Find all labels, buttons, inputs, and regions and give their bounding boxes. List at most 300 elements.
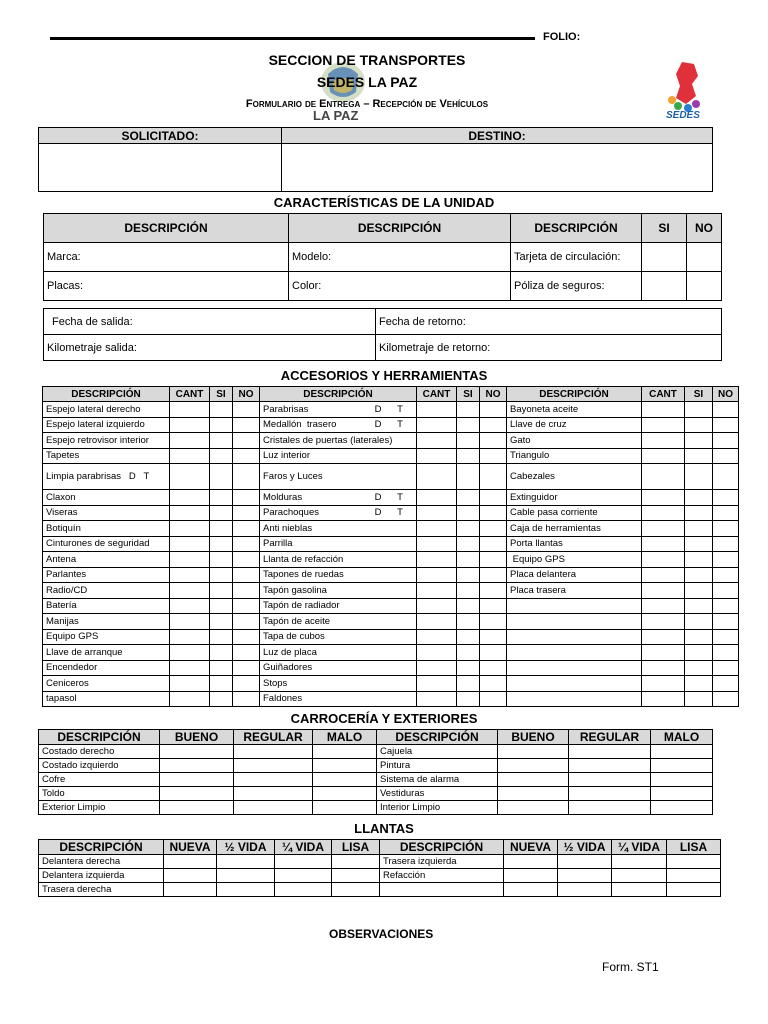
llantas-header: LISA <box>332 840 380 855</box>
acc-check-cell[interactable] <box>642 598 685 614</box>
accesorios-table <box>42 386 739 707</box>
acc-header: DESCRIPCIÓN <box>43 387 170 402</box>
acc-check-cell[interactable] <box>210 660 233 676</box>
acc-item-label: Espejo retrovisor interior <box>43 433 170 449</box>
unit-header: DESCRIPCIÓN <box>511 214 642 243</box>
acc-check-cell[interactable] <box>480 490 507 506</box>
acc-check-cell[interactable] <box>713 552 739 568</box>
acc-check-cell[interactable] <box>170 417 210 433</box>
acc-check-cell[interactable] <box>642 676 685 692</box>
carr-item-label: Sistema de alarma <box>377 773 498 787</box>
llanta-check-cell[interactable] <box>504 855 558 869</box>
acc-check-cell[interactable] <box>685 629 713 645</box>
carroceria-section-title: CARROCERÍA Y EXTERIORES <box>290 711 478 726</box>
acc-check-cell[interactable] <box>417 464 457 490</box>
acc-check-cell[interactable] <box>210 583 233 599</box>
llantas-header: LISA <box>667 840 721 855</box>
acc-check-cell[interactable] <box>210 505 233 521</box>
acc-check-cell[interactable] <box>210 448 233 464</box>
acc-check-cell[interactable] <box>233 536 260 552</box>
acc-item-label: Faros y Luces <box>260 464 417 490</box>
acc-check-cell[interactable] <box>480 417 507 433</box>
acc-check-cell[interactable] <box>417 521 457 537</box>
llanta-check-cell[interactable] <box>275 855 332 869</box>
llanta-check-cell[interactable] <box>558 869 612 883</box>
acc-check-cell[interactable] <box>713 417 739 433</box>
acc-check-cell[interactable] <box>642 552 685 568</box>
carr-check-cell[interactable] <box>569 745 651 759</box>
carr-check-cell[interactable] <box>234 745 313 759</box>
acc-check-cell[interactable] <box>642 536 685 552</box>
acc-check-cell[interactable] <box>642 433 685 449</box>
acc-check-cell[interactable] <box>210 567 233 583</box>
acc-check-cell[interactable] <box>480 629 507 645</box>
acc-check-cell[interactable] <box>457 614 480 630</box>
acc-check-cell[interactable] <box>685 521 713 537</box>
carr-check-cell[interactable] <box>160 773 234 787</box>
acc-check-cell[interactable] <box>713 614 739 630</box>
acc-check-cell[interactable] <box>480 645 507 661</box>
acc-check-cell[interactable] <box>457 448 480 464</box>
llanta-check-cell[interactable] <box>332 883 380 897</box>
tarjeta-si-cell[interactable] <box>642 243 687 272</box>
acc-check-cell[interactable] <box>713 521 739 537</box>
placas-field[interactable]: Placas: <box>44 272 289 301</box>
carr-check-cell[interactable] <box>651 773 713 787</box>
acc-check-cell[interactable] <box>713 567 739 583</box>
carr-check-cell[interactable] <box>651 745 713 759</box>
acc-check-cell[interactable] <box>457 645 480 661</box>
page-title-line2: SEDES LA PAZ <box>316 74 418 90</box>
acc-check-cell[interactable] <box>642 505 685 521</box>
carr-check-cell[interactable] <box>498 801 569 815</box>
acc-check-cell[interactable] <box>480 448 507 464</box>
llanta-check-cell[interactable] <box>612 855 667 869</box>
acc-check-cell[interactable] <box>170 645 210 661</box>
acc-check-cell[interactable] <box>233 660 260 676</box>
acc-check-cell[interactable] <box>170 583 210 599</box>
acc-check-cell[interactable] <box>457 490 480 506</box>
acc-check-cell[interactable] <box>480 598 507 614</box>
acc-check-cell[interactable] <box>233 583 260 599</box>
llanta-check-cell[interactable] <box>217 883 275 897</box>
acc-check-cell[interactable] <box>417 598 457 614</box>
acc-check-cell[interactable] <box>713 583 739 599</box>
acc-check-cell[interactable] <box>713 629 739 645</box>
llanta-check-cell[interactable] <box>332 869 380 883</box>
table-row <box>43 660 739 676</box>
acc-check-cell[interactable] <box>457 433 480 449</box>
acc-check-cell[interactable] <box>480 505 507 521</box>
poliza-si-cell[interactable] <box>642 272 687 301</box>
acc-check-cell[interactable] <box>170 567 210 583</box>
acc-check-cell[interactable] <box>170 490 210 506</box>
acc-check-cell[interactable] <box>233 614 260 630</box>
acc-check-cell[interactable] <box>233 448 260 464</box>
carr-check-cell[interactable] <box>498 787 569 801</box>
acc-check-cell[interactable] <box>685 552 713 568</box>
acc-check-cell[interactable] <box>642 521 685 537</box>
acc-check-cell[interactable] <box>417 645 457 661</box>
acc-check-cell[interactable] <box>170 448 210 464</box>
acc-check-cell[interactable] <box>210 691 233 707</box>
acc-check-cell[interactable] <box>417 629 457 645</box>
km-salida-field[interactable]: Kilometraje salida: <box>44 335 376 361</box>
acc-check-cell[interactable] <box>170 464 210 490</box>
km-retorno-field[interactable]: Kilometraje de retorno: <box>376 335 722 361</box>
acc-check-cell[interactable] <box>480 676 507 692</box>
carr-check-cell[interactable] <box>569 801 651 815</box>
llanta-check-cell[interactable] <box>217 855 275 869</box>
acc-check-cell[interactable] <box>457 691 480 707</box>
acc-check-cell[interactable] <box>642 417 685 433</box>
poliza-field: Póliza de seguros: <box>511 272 642 301</box>
acc-check-cell[interactable] <box>417 567 457 583</box>
acc-header: DESCRIPCIÓN <box>507 387 642 402</box>
carr-check-cell[interactable] <box>160 801 234 815</box>
carr-check-cell[interactable] <box>313 745 377 759</box>
acc-check-cell[interactable] <box>417 583 457 599</box>
acc-check-cell[interactable] <box>480 536 507 552</box>
acc-item-label: Parlantes <box>43 567 170 583</box>
acc-check-cell[interactable] <box>417 536 457 552</box>
table-row <box>39 745 713 759</box>
acc-check-cell[interactable] <box>685 402 713 418</box>
acc-check-cell[interactable] <box>210 645 233 661</box>
table-row <box>39 773 713 787</box>
acc-check-cell[interactable] <box>233 505 260 521</box>
acc-header: SI <box>685 387 713 402</box>
acc-check-cell[interactable] <box>642 629 685 645</box>
acc-check-cell[interactable] <box>233 645 260 661</box>
acc-check-cell[interactable] <box>457 583 480 599</box>
acc-item-label <box>507 660 642 676</box>
acc-check-cell[interactable] <box>170 552 210 568</box>
tarjeta-field: Tarjeta de circulación: <box>511 243 642 272</box>
acc-check-cell[interactable] <box>457 417 480 433</box>
carr-check-cell[interactable] <box>651 801 713 815</box>
acc-check-cell[interactable] <box>233 552 260 568</box>
llanta-check-cell[interactable] <box>217 869 275 883</box>
color-field[interactable]: Color: <box>289 272 511 301</box>
llantas-header: ½ VIDA <box>558 840 612 855</box>
acc-check-cell[interactable] <box>417 402 457 418</box>
llanta-check-cell[interactable] <box>667 883 721 897</box>
acc-check-cell[interactable] <box>233 521 260 537</box>
acc-check-cell[interactable] <box>457 505 480 521</box>
acc-check-cell[interactable] <box>685 660 713 676</box>
acc-item-label: Tapetes <box>43 448 170 464</box>
acc-check-cell[interactable] <box>713 433 739 449</box>
acc-check-cell[interactable] <box>233 433 260 449</box>
acc-check-cell[interactable] <box>642 402 685 418</box>
acc-item-label: Guiñadores <box>260 660 417 676</box>
carr-check-cell[interactable] <box>234 759 313 773</box>
carr-check-cell[interactable] <box>569 759 651 773</box>
tarjeta-no-cell[interactable] <box>687 243 722 272</box>
acc-item-label: Espejo lateral izquierdo <box>43 417 170 433</box>
acc-check-cell[interactable] <box>480 433 507 449</box>
llanta-check-cell[interactable] <box>332 855 380 869</box>
acc-check-cell[interactable] <box>233 464 260 490</box>
sedes-logo <box>662 60 710 126</box>
poliza-no-cell[interactable] <box>687 272 722 301</box>
acc-item-label: Cristales de puertas (laterales) <box>260 433 417 449</box>
acc-check-cell[interactable] <box>417 660 457 676</box>
acc-check-cell[interactable] <box>457 402 480 418</box>
acc-check-cell[interactable] <box>713 660 739 676</box>
acc-check-cell[interactable] <box>233 676 260 692</box>
llanta-check-cell[interactable] <box>667 855 721 869</box>
acc-check-cell[interactable] <box>642 464 685 490</box>
acc-check-cell[interactable] <box>713 490 739 506</box>
unit-table <box>43 213 722 301</box>
acc-check-cell[interactable] <box>170 505 210 521</box>
acc-check-cell[interactable] <box>480 521 507 537</box>
llanta-check-cell[interactable] <box>164 855 217 869</box>
acc-check-cell[interactable] <box>457 676 480 692</box>
acc-check-cell[interactable] <box>480 660 507 676</box>
table-row <box>39 759 713 773</box>
carr-check-cell[interactable] <box>160 745 234 759</box>
acc-check-cell[interactable] <box>713 536 739 552</box>
acc-check-cell[interactable] <box>480 567 507 583</box>
acc-check-cell[interactable] <box>170 433 210 449</box>
acc-check-cell[interactable] <box>457 660 480 676</box>
acc-check-cell[interactable] <box>685 598 713 614</box>
acc-check-cell[interactable] <box>233 691 260 707</box>
acc-item-label: Tapón de radiador <box>260 598 417 614</box>
acc-check-cell[interactable] <box>233 417 260 433</box>
marca-field[interactable]: Marca: <box>44 243 289 272</box>
acc-check-cell[interactable] <box>642 583 685 599</box>
acc-check-cell[interactable] <box>713 464 739 490</box>
acc-check-cell[interactable] <box>210 402 233 418</box>
acc-check-cell[interactable] <box>233 629 260 645</box>
carr-header: REGULAR <box>569 730 651 745</box>
acc-check-cell[interactable] <box>210 614 233 630</box>
acc-check-cell[interactable] <box>457 536 480 552</box>
acc-check-cell[interactable] <box>170 676 210 692</box>
fecha-retorno-field[interactable]: Fecha de retorno: <box>376 309 722 335</box>
acc-item-label: Llave de cruz <box>507 417 642 433</box>
acc-check-cell[interactable] <box>417 676 457 692</box>
acc-check-cell[interactable] <box>480 402 507 418</box>
acc-item-label: Anti nieblas <box>260 521 417 537</box>
acc-header: SI <box>210 387 233 402</box>
acc-check-cell[interactable] <box>417 490 457 506</box>
acc-check-cell[interactable] <box>685 567 713 583</box>
acc-item-label: Luz interior <box>260 448 417 464</box>
acc-check-cell[interactable] <box>233 490 260 506</box>
acc-item-label: Bayoneta aceite <box>507 402 642 418</box>
llanta-check-cell[interactable] <box>558 855 612 869</box>
table-row <box>43 433 739 449</box>
carr-check-cell[interactable] <box>313 773 377 787</box>
acc-check-cell[interactable] <box>457 464 480 490</box>
llanta-check-cell[interactable] <box>164 869 217 883</box>
acc-check-cell[interactable] <box>685 536 713 552</box>
acc-check-cell[interactable] <box>417 448 457 464</box>
acc-check-cell[interactable] <box>170 536 210 552</box>
acc-check-cell[interactable] <box>417 552 457 568</box>
acc-check-cell[interactable] <box>480 614 507 630</box>
table-row <box>43 448 739 464</box>
acc-check-cell[interactable] <box>642 691 685 707</box>
llanta-item-label: Trasera derecha <box>39 883 164 897</box>
acc-check-cell[interactable] <box>457 552 480 568</box>
acc-check-cell[interactable] <box>642 490 685 506</box>
table-row <box>43 464 739 490</box>
carr-check-cell[interactable] <box>234 787 313 801</box>
carr-check-cell[interactable] <box>160 759 234 773</box>
table-row <box>43 567 739 583</box>
carr-item-label: Vestiduras <box>377 787 498 801</box>
acc-check-cell[interactable] <box>480 583 507 599</box>
carr-check-cell[interactable] <box>498 773 569 787</box>
acc-check-cell[interactable] <box>713 676 739 692</box>
acc-check-cell[interactable] <box>417 691 457 707</box>
acc-item-text: Parabrisas <box>263 403 309 415</box>
carr-check-cell[interactable] <box>313 801 377 815</box>
carr-check-cell[interactable] <box>569 787 651 801</box>
carr-check-cell[interactable] <box>234 801 313 815</box>
acc-item-label: Equipo GPS <box>43 629 170 645</box>
acc-check-cell[interactable] <box>457 521 480 537</box>
acc-check-cell[interactable] <box>642 448 685 464</box>
acc-check-cell[interactable] <box>642 567 685 583</box>
carr-check-cell[interactable] <box>651 759 713 773</box>
llanta-check-cell[interactable] <box>275 869 332 883</box>
acc-check-cell[interactable] <box>457 598 480 614</box>
solicitado-field[interactable] <box>39 144 282 192</box>
acc-check-cell[interactable] <box>642 614 685 630</box>
acc-check-cell[interactable] <box>210 490 233 506</box>
acc-check-cell[interactable] <box>685 505 713 521</box>
acc-check-cell[interactable] <box>170 521 210 537</box>
acc-item-label: Tapa de cubos <box>260 629 417 645</box>
acc-check-cell[interactable] <box>685 583 713 599</box>
modelo-field[interactable]: Modelo: <box>289 243 511 272</box>
table-row <box>43 691 739 707</box>
llanta-item-label: Delantera derecha <box>39 855 164 869</box>
acc-check-cell[interactable] <box>233 567 260 583</box>
carr-header: MALO <box>651 730 713 745</box>
acc-check-cell[interactable] <box>713 402 739 418</box>
llanta-check-cell[interactable] <box>164 883 217 897</box>
acc-check-cell[interactable] <box>480 691 507 707</box>
acc-check-cell[interactable] <box>170 614 210 630</box>
acc-check-cell[interactable] <box>642 660 685 676</box>
acc-check-cell[interactable] <box>642 645 685 661</box>
acc-item-label <box>507 629 642 645</box>
acc-item-wrap <box>263 492 413 503</box>
acc-check-cell[interactable] <box>170 598 210 614</box>
unit-header: NO <box>687 214 722 243</box>
carr-check-cell[interactable] <box>498 759 569 773</box>
acc-check-cell[interactable] <box>457 629 480 645</box>
acc-check-cell[interactable] <box>685 691 713 707</box>
form-code: Form. ST1 <box>602 960 659 974</box>
fecha-salida-field[interactable]: Fecha de salida: <box>44 309 376 335</box>
llanta-check-cell[interactable] <box>275 883 332 897</box>
dates-table <box>43 308 722 361</box>
llanta-check-cell[interactable] <box>504 883 558 897</box>
acc-check-cell[interactable] <box>713 691 739 707</box>
acc-check-cell[interactable] <box>480 552 507 568</box>
acc-check-cell[interactable] <box>417 614 457 630</box>
llanta-check-cell[interactable] <box>558 883 612 897</box>
acc-check-cell[interactable] <box>210 598 233 614</box>
acc-check-cell[interactable] <box>210 433 233 449</box>
acc-check-cell[interactable] <box>685 490 713 506</box>
carr-header: DESCRIPCIÓN <box>39 730 160 745</box>
llanta-check-cell[interactable] <box>667 869 721 883</box>
acc-check-cell[interactable] <box>685 417 713 433</box>
acc-check-cell[interactable] <box>210 676 233 692</box>
acc-check-cell[interactable] <box>685 433 713 449</box>
acc-check-cell[interactable] <box>713 598 739 614</box>
carr-header: MALO <box>313 730 377 745</box>
acc-check-cell[interactable] <box>713 505 739 521</box>
acc-check-cell[interactable] <box>685 448 713 464</box>
acc-item-wrap <box>263 419 413 430</box>
acc-check-cell[interactable] <box>480 464 507 490</box>
acc-check-cell[interactable] <box>685 645 713 661</box>
acc-check-cell[interactable] <box>210 629 233 645</box>
acc-check-cell[interactable] <box>233 402 260 418</box>
acc-check-cell[interactable] <box>170 629 210 645</box>
acc-check-cell[interactable] <box>417 433 457 449</box>
llanta-check-cell[interactable] <box>504 869 558 883</box>
acc-check-cell[interactable] <box>685 676 713 692</box>
acc-check-cell[interactable] <box>713 645 739 661</box>
acc-check-cell[interactable] <box>210 521 233 537</box>
carr-check-cell[interactable] <box>313 759 377 773</box>
acc-check-cell[interactable] <box>457 567 480 583</box>
acc-check-cell[interactable] <box>233 598 260 614</box>
acc-check-cell[interactable] <box>210 464 233 490</box>
table-row <box>43 521 739 537</box>
carr-check-cell[interactable] <box>569 773 651 787</box>
carr-check-cell[interactable] <box>651 787 713 801</box>
acc-check-cell[interactable] <box>210 417 233 433</box>
llanta-item-label: Trasera izquierda <box>380 855 504 869</box>
acc-check-cell[interactable] <box>170 660 210 676</box>
acc-check-cell[interactable] <box>417 417 457 433</box>
acc-check-cell[interactable] <box>210 552 233 568</box>
solicitado-header: SOLICITADO: <box>39 128 282 144</box>
carr-check-cell[interactable] <box>234 773 313 787</box>
acc-check-cell[interactable] <box>170 691 210 707</box>
carr-check-cell[interactable] <box>498 745 569 759</box>
acc-check-cell[interactable] <box>170 402 210 418</box>
acc-item-label: Caja de herramientas <box>507 521 642 537</box>
destino-field[interactable] <box>282 144 713 192</box>
acc-check-cell[interactable] <box>417 505 457 521</box>
llanta-check-cell[interactable] <box>612 869 667 883</box>
carr-check-cell[interactable] <box>313 787 377 801</box>
acc-header: CANT <box>642 387 685 402</box>
acc-check-cell[interactable] <box>713 448 739 464</box>
acc-check-cell[interactable] <box>210 536 233 552</box>
acc-check-cell[interactable] <box>685 464 713 490</box>
acc-check-cell[interactable] <box>685 614 713 630</box>
carr-item-label: Cofre <box>39 773 160 787</box>
sedes-logo-text: SEDES <box>666 110 700 121</box>
llanta-check-cell[interactable] <box>612 883 667 897</box>
carr-check-cell[interactable] <box>160 787 234 801</box>
